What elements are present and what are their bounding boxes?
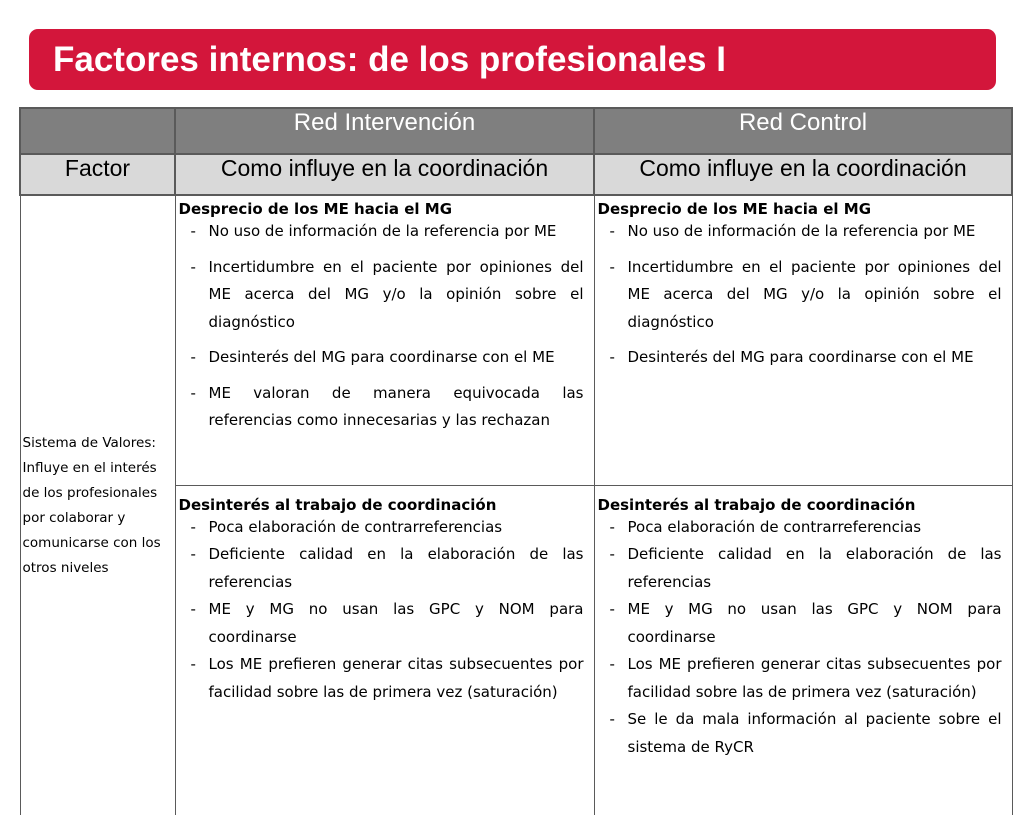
list-item: - Deficiente calidad en la elaboración de las referencias xyxy=(598,541,1002,596)
section-title: Desprecio de los ME hacia el MG xyxy=(178,200,453,218)
list-item: - Desinterés del MG para coordinarse con el ME xyxy=(598,344,1002,372)
intervencion-section-desinteres xyxy=(175,485,594,815)
item-list xyxy=(598,514,1002,762)
list-item: - Poca elaboración de contrarreferencias xyxy=(598,514,1002,542)
section-title: Desinterés al trabajo de coordinación xyxy=(178,495,497,514)
list-item: - ME y MG no usan las GPC y NOM para coordinarse xyxy=(598,596,1002,651)
list-item: - Incertidumbre en el paciente por opiniones del ME acerca del MG y/o la opinión sobre el diagnóstico xyxy=(598,254,1002,337)
section-title: Desinterés al trabajo de coordinación xyxy=(597,495,916,514)
header-red-intervencion: Red Intervención xyxy=(175,108,594,154)
subheader-influence-intervencion: Como influye en la coordinación xyxy=(175,154,594,195)
control-section-desinteres xyxy=(594,485,1012,815)
list-item: - No uso de información de la referencia por ME xyxy=(179,218,584,246)
item-list xyxy=(598,218,1002,372)
table-header-row xyxy=(20,108,1012,154)
list-item: - ME y MG no usan las GPC y NOM para coordinarse xyxy=(179,596,584,651)
item-list xyxy=(179,514,584,707)
control-section-desprecio xyxy=(594,195,1012,485)
table-row xyxy=(20,195,1012,485)
item-list xyxy=(179,218,584,435)
subheader-factor: Factor xyxy=(20,154,175,195)
factor-label: Sistema de Valores: Influye en el interés de los profesionales por colaborar y comunicarse con los otros niveles xyxy=(20,195,175,815)
slide-title: Factores internos: de los profesionales I xyxy=(53,39,726,79)
list-item: - ME valoran de manera equivocada las referencias como innecesarias y las rechazan xyxy=(179,380,584,435)
intervencion-section-desprecio xyxy=(175,195,594,485)
list-item: - Deficiente calidad en la elaboración de las referencias xyxy=(179,541,584,596)
list-item: - Poca elaboración de contrarreferencias xyxy=(179,514,584,542)
table-subheader-row xyxy=(20,154,1012,195)
list-item: - Los ME prefieren generar citas subsecuentes por facilidad sobre las de primera vez (saturación) xyxy=(179,651,584,706)
header-blank-cell xyxy=(20,108,175,154)
section-title: Desprecio de los ME hacia el MG xyxy=(597,200,872,218)
list-item: - No uso de información de la referencia por ME xyxy=(598,218,1002,246)
list-item: - Los ME prefieren generar citas subsecuentes por facilidad sobre las de primera vez (saturación) xyxy=(598,651,1002,706)
list-item: - Se le da mala información al paciente sobre el sistema de RyCR xyxy=(598,706,1002,761)
factors-table xyxy=(19,107,1013,815)
subheader-influence-control: Como influye en la coordinación xyxy=(594,154,1012,195)
title-bar xyxy=(29,29,996,90)
list-item: - Desinterés del MG para coordinarse con el ME xyxy=(179,344,584,372)
header-red-control: Red Control xyxy=(594,108,1012,154)
list-item: - Incertidumbre en el paciente por opiniones del ME acerca del MG y/o la opinión sobre el diagnóstico xyxy=(179,254,584,337)
